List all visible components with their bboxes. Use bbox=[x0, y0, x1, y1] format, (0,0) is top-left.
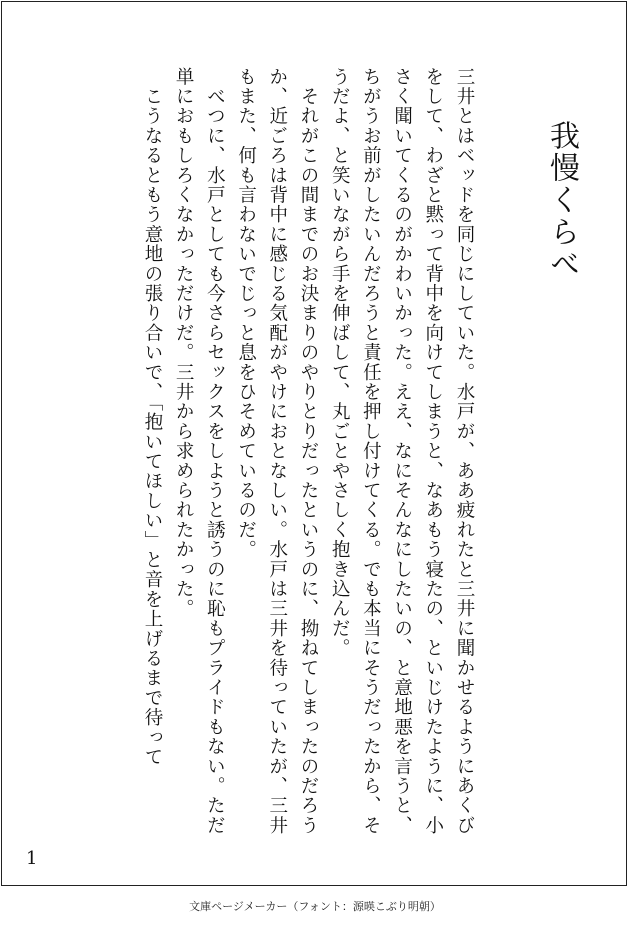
footer-caption: 文庫ページメーカー（フォント：源暎こぶり明朝） bbox=[189, 900, 441, 913]
paragraph-1: 三井とはベッドを同じにしていた。水戸が、ああ疲れたと三井に聞かせるようにあくびをして、わざと黙って背中を向けてしまうと、なあもう寝たの、といじけたように、小さく聞いてくるのがかわいかった。ええ、なにそんなにしたいの、と意地悪を言うと、ちがうお前がしたいんだろうと責任を押し付けてくる。でも本当にそうだったから、そうだよ、と笑いながら手を伸ばして、丸ごとやさしく抱き込んだ。 bbox=[329, 67, 475, 836]
page-frame bbox=[1, 1, 627, 886]
page-number: 1 bbox=[26, 848, 38, 869]
paragraph-4: こうなるともう意地の張り合いで、「抱いてほしい」と音を上げるまで待って bbox=[141, 67, 163, 767]
paragraph-2: それがこの間までのお決まりのやりとりだったというのに、拗ねてしまったのだろうか、近ごろは背中に感じる気配がやけにおとなしい。水戸は三井を待っていたが、三井もまた、何も言わないでじっと息をひそめているのだ。 bbox=[235, 67, 319, 836]
story-body bbox=[60, 67, 480, 847]
story-title: 我慢くらべ bbox=[544, 120, 579, 280]
paragraph-3: べつに、水戸としても今さらセックスをしようと誘うのに恥もプライドもない。ただ単におもしろくなかっただけだ。三井から求められたかった。 bbox=[173, 67, 226, 836]
